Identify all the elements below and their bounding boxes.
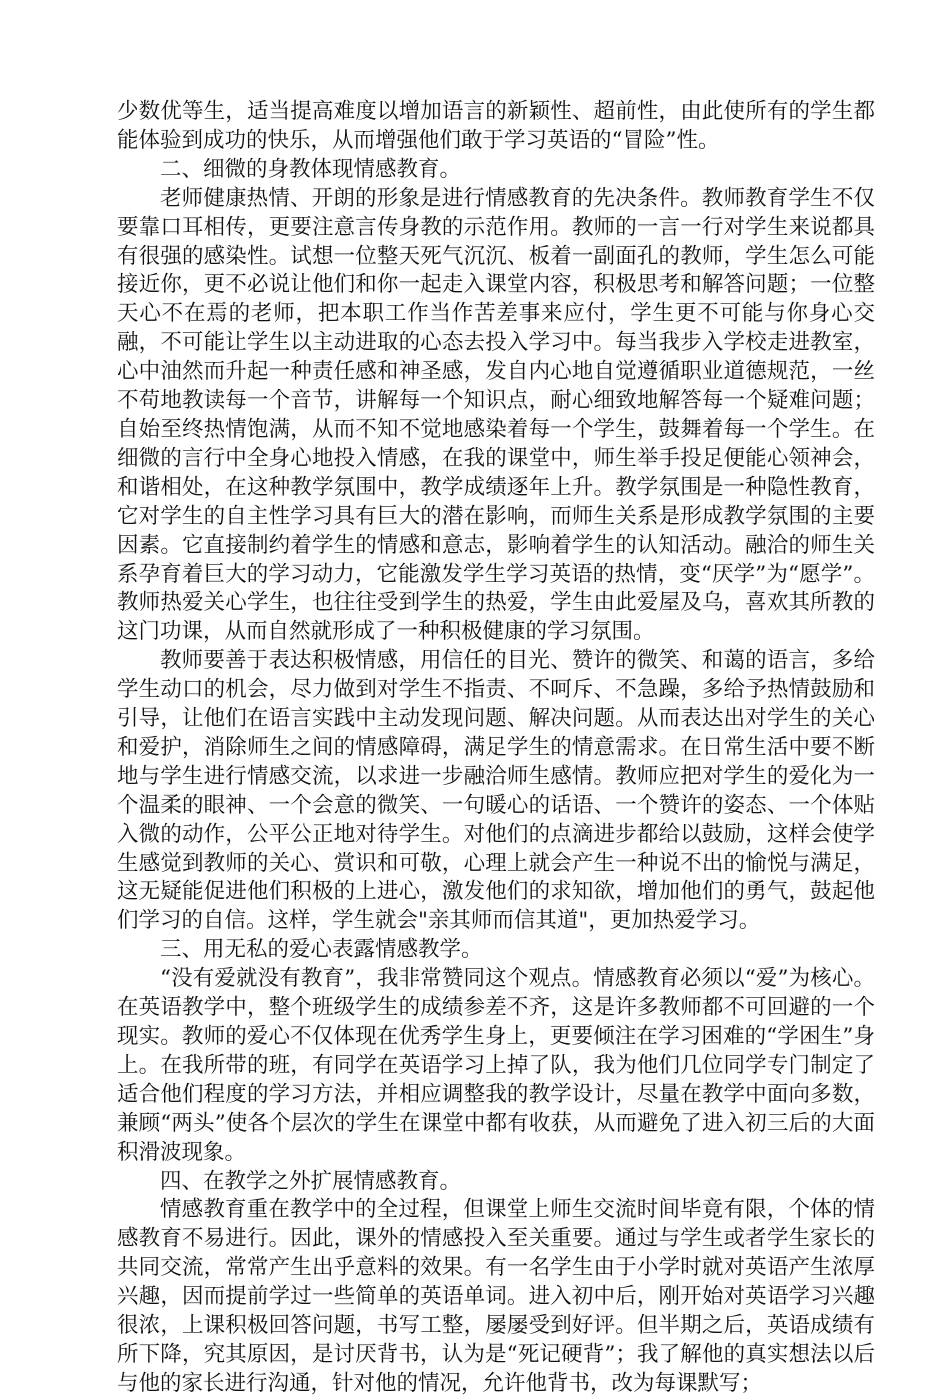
paragraph-continuation: 少数优等生，适当提高难度以增加语言的新颖性、超前性，由此使所有的学生都能体验到成功的快乐，从而增强他们敢于学习英语的“冒险”性。 [117,99,875,153]
body-paragraph: 情感教育重在教学中的全过程，但课堂上师生交流时间毕竟有限，个体的情感教育不易进行。因此，课外的情感投入至关重要。通过与学生或者学生家长的共同交流，常常产生出乎意料的效果。有一名学生由于小学时就对英语产生浓厚兴趣，因而提前学过一些简单的英语单词。进入初中后，刚开始对英语学习兴趣很浓，上课积极回答问题，书写工整，屡屡受到好评。但半期之后，英语成绩有所下降，究其原因，是讨厌背书，认为是“死记硬背”；我了解他的真实想法以后与他的家长进行沟通，针对他的情况，允许他背书，改为每课默写； [117,1197,875,1396]
section-heading-3: 三、用无私的爱心表露情感教学。 [160,937,483,963]
section-heading-2: 二、细微的身教体现情感教育。 [160,156,462,182]
document-page [117,98,875,1399]
body-paragraph: “没有爱就没有教育”，我非常赞同这个观点。情感教育必须以“爱”为核心。在英语教学中，整个班级学生的成绩参差不齐，这是许多教师都不可回避的一个现实。教师的爱心不仅体现在优秀学生身上，更要倾注在学习困难的“学困生”身上。在我所带的班，有同学在英语学习上掉了队，我为他们几位同学专门制定了适合他们程度的学习方法，并相应调整我的教学设计，尽量在教学中面向多数，兼顾“两头”使各个层次的学生在课堂中都有收获，从而避免了进入初三后的大面积滑波现象。 [117,966,875,1165]
body-paragraph: 教师要善于表达积极情感，用信任的目光、赞许的微笑、和蔼的语言，多给学生动口的机会，尽力做到对学生不指责、不呵斥、不急躁，多给予热情鼓励和引导，让他们在语言实践中主动发现问题、解决问题。从而表达出对学生的关心和爱护，消除师生之间的情感障碍，满足学生的情意需求。在日常生活中要不断地与学生进行情感交流，以求进一步融洽师生感情。教师应把对学生的爱化为一个温柔的眼神、一个会意的微笑、一句暖心的话语、一个赞许的姿态、一个体贴入微的动作，公平公正地对待学生。对他们的点滴进步都给以鼓励，这样会使学生感觉到教师的关心、赏识和可敬，心理上就会产生一种说不出的愉悦与满足，这无疑能促进他们积极的上进心，激发他们的求知欲，增加他们的勇气，鼓起他们学习的自信。这样，学生就会"亲其师而信其道"，更加热爱学习。 [117,648,875,934]
section-heading-4: 四、在教学之外扩展情感教育。 [160,1168,462,1194]
body-paragraph: 老师健康热情、开朗的形象是进行情感教育的先决条件。教师教育学生不仅要靠口耳相传，更要注意言传身教的示范作用。教师的一言一行对学生来说都具有很强的感染性。试想一位整天死气沉沉、板着一副面孔的教师，学生怎么可能接近你，更不必说让他们和你一起走入课堂内容，积极思考和解答问题；一位整天心不在焉的老师，把本职工作当作苦差事来应付，学生更不可能与你身心交融，不可能让学生以主动进取的心态去投入学习中。每当我步入学校走进教室，心中油然而升起一种责任感和神圣感，发自内心地自觉遵循职业道德规范，一丝不苟地教读每一个音节，讲解每一个知识点，耐心细致地解答每一个疑难问题；自始至终热情饱满，从而不知不觉地感染着每一个学生，鼓舞着每一个学生。在细微的言行中全身心地投入情感，在我的课堂中，师生举手投足便能心领神会，和谐相处，在这种教学氛围中，教学成绩逐年上升。教学氛围是一种隐性教育，它对学生的自主性学习具有巨大的潜在影响，而师生关系是形成教学氛围的主要因素。它直接制约着学生的情感和意志，影响着学生的认知活动。融洽的师生关系孕育着巨大的学习动力，它能激发学生学习英语的热情，变“厌学”为“愿学”。教师热爱关心学生，也往往受到学生的热爱，学生由此爱屋及乌，喜欢其所教的这门功课，从而自然就形成了一种积极健康的学习氛围。 [117,185,875,645]
